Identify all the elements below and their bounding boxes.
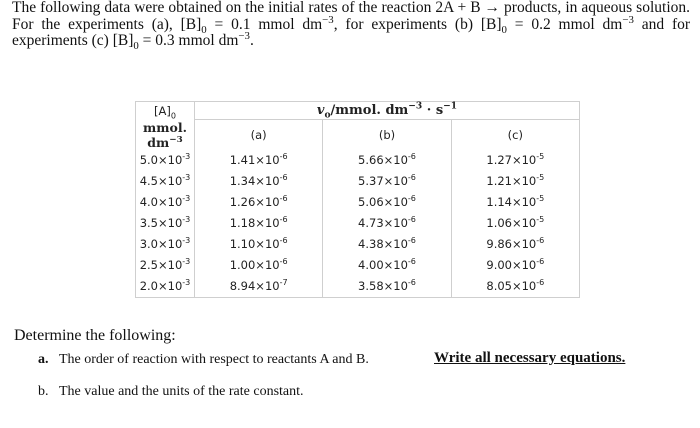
table-cell-b [323, 234, 451, 255]
a0-sub: 0 [170, 111, 176, 121]
cell-exponent: -3 [182, 194, 191, 204]
table-cell-b [323, 192, 451, 213]
cell-exponent: -6 [279, 257, 288, 267]
cell-mantissa: 4.73×10 [358, 216, 408, 230]
table-cell-a [195, 234, 323, 255]
table-row [136, 213, 580, 234]
intro-text-2: = 0.1 mmol dm [206, 15, 323, 33]
cell-exponent: -3 [182, 236, 191, 246]
table-cell-b [323, 213, 451, 234]
exponent: −3 [322, 13, 334, 26]
table-header-row [136, 102, 580, 120]
cell-mantissa: 5.66×10 [358, 153, 408, 167]
vo-sub: o [324, 109, 331, 121]
exponent: −3 [622, 13, 634, 26]
cell-exponent: -3 [182, 257, 191, 267]
cell-exponent: -3 [182, 173, 191, 183]
table-row [136, 234, 580, 255]
table-cell-a [195, 150, 323, 171]
question-title: Determine the following: [14, 327, 176, 344]
question-a-instruction: Write all necessary equations. [434, 350, 626, 366]
table-cell-a0 [136, 255, 195, 276]
vo-header [195, 102, 580, 120]
col-header-b: (b) [323, 120, 451, 150]
unit-exp: −3 [169, 134, 183, 145]
vo-dot-s: · s [422, 103, 444, 118]
cell-exponent: -6 [279, 194, 288, 204]
intro-text-6: = 0.3 mmol dm [138, 32, 239, 49]
cell-exponent: -6 [536, 278, 545, 288]
table-cell-a [195, 255, 323, 276]
cell-exponent: -6 [407, 173, 416, 183]
cell-exponent: -6 [536, 236, 545, 246]
table-cell-a0 [136, 171, 195, 192]
cell-exponent: -6 [407, 194, 416, 204]
intro-text-5: and for experiments (c) [B] [12, 15, 691, 49]
table-cell-c [451, 171, 579, 192]
question-b [38, 384, 304, 400]
intro-text-7: . [249, 32, 254, 49]
exponent: −3 [238, 29, 250, 42]
table-cell-a [195, 213, 323, 234]
table-row [136, 192, 580, 213]
cell-mantissa: 2.5×10 [139, 258, 183, 272]
table-row [136, 255, 580, 276]
cell-exponent: -5 [536, 152, 545, 162]
subscript-zero: 0 [501, 23, 507, 36]
table-cell-a0 [136, 213, 195, 234]
cell-mantissa: 3.58×10 [358, 279, 408, 293]
table-cell-a [195, 276, 323, 298]
cell-exponent: -3 [182, 278, 191, 288]
cell-exponent: -6 [407, 257, 416, 267]
cell-mantissa: 1.14×10 [486, 195, 537, 209]
intro-paragraph [12, 0, 691, 53]
table-cell-c [451, 276, 579, 298]
cell-exponent: -6 [407, 152, 416, 162]
table-cell-a0 [136, 234, 195, 255]
unit-header [136, 120, 195, 150]
cell-exponent: -6 [407, 236, 416, 246]
cell-mantissa: 1.26×10 [229, 195, 280, 209]
table-row [136, 171, 580, 192]
table-row [136, 276, 580, 298]
intro-text-1: The following data were obtained on the initial rates of the reaction 2A + B → products, in aqueous solution. For the experiments (a), [B] [12, 0, 690, 33]
cell-mantissa: 1.18×10 [229, 216, 280, 230]
cell-mantissa: 5.37×10 [358, 174, 408, 188]
rate-data-table [135, 101, 580, 298]
table-cell-a0 [136, 150, 195, 171]
cell-mantissa: 1.00×10 [229, 258, 280, 272]
cell-exponent: -6 [279, 236, 288, 246]
cell-mantissa: 4.00×10 [358, 258, 408, 272]
cell-mantissa: 1.21×10 [486, 174, 537, 188]
a0-label: [A] [154, 103, 171, 118]
cell-mantissa: 5.06×10 [358, 195, 408, 209]
table-cell-a [195, 192, 323, 213]
cell-exponent: -6 [407, 215, 416, 225]
cell-exponent: -5 [536, 194, 545, 204]
cell-mantissa: 1.06×10 [486, 216, 537, 230]
cell-mantissa: 9.00×10 [486, 258, 537, 272]
table-cell-a0 [136, 276, 195, 298]
cell-exponent: -5 [536, 173, 545, 183]
cell-exponent: -3 [182, 152, 191, 162]
table-cell-c [451, 192, 579, 213]
table-body [136, 150, 580, 298]
cell-mantissa: 4.5×10 [139, 174, 183, 188]
cell-exponent: -6 [407, 278, 416, 288]
question-b-text: The value and the units of the rate constant. [59, 384, 304, 399]
cell-mantissa: 4.38×10 [358, 237, 408, 251]
cell-exponent: -6 [536, 257, 545, 267]
intro-text-3: , for experiments (b) [B] [333, 15, 502, 33]
cell-mantissa: 8.05×10 [486, 279, 537, 293]
table-cell-c [451, 213, 579, 234]
cell-mantissa: 3.5×10 [139, 216, 183, 230]
cell-exponent: -6 [279, 152, 288, 162]
table-cell-c [451, 255, 579, 276]
vo-exp-2: −1 [443, 100, 458, 112]
vo-symbol: v [316, 103, 325, 118]
cell-mantissa: 3.0×10 [139, 237, 183, 251]
col-header-c: (c) [451, 120, 579, 150]
vo-exp-1: −3 [408, 100, 423, 112]
table-cell-b [323, 150, 451, 171]
cell-mantissa: 2.0×10 [139, 279, 183, 293]
cell-mantissa: 9.86×10 [486, 237, 537, 251]
col-header-a: (a) [195, 120, 323, 150]
cell-mantissa: 1.10×10 [229, 237, 280, 251]
table-cell-b [323, 276, 451, 298]
cell-exponent: -3 [182, 215, 191, 225]
table-cell-a [195, 171, 323, 192]
cell-exponent: -7 [279, 278, 288, 288]
vo-unit: /mmol. dm [330, 103, 409, 118]
table-cell-c [451, 150, 579, 171]
question-b-marker: b. [38, 384, 49, 399]
subscript-zero: 0 [201, 23, 207, 36]
a0-header [136, 102, 195, 120]
table-cell-c [451, 234, 579, 255]
cell-mantissa: 4.0×10 [139, 195, 183, 209]
cell-exponent: -5 [536, 215, 545, 225]
table-row [136, 150, 580, 171]
cell-mantissa: 8.94×10 [229, 279, 280, 293]
table-cell-b [323, 171, 451, 192]
subscript-zero: 0 [133, 40, 139, 53]
cell-mantissa: 1.27×10 [486, 153, 537, 167]
cell-mantissa: 5.0×10 [139, 153, 183, 167]
question-a-text: The order of reaction with respect to reactants A and B. [59, 352, 369, 367]
intro-text-4: = 0.2 mmol dm [506, 15, 623, 33]
question-a-marker: a. [38, 352, 49, 367]
cell-mantissa: 1.41×10 [229, 153, 280, 167]
unit-label: mmol. dm [143, 119, 187, 150]
question-a [38, 352, 369, 368]
cell-mantissa: 1.34×10 [229, 174, 280, 188]
cell-exponent: -6 [279, 215, 288, 225]
table-subheader-row [136, 120, 580, 150]
table-cell-b [323, 255, 451, 276]
cell-exponent: -6 [279, 173, 288, 183]
table-cell-a0 [136, 192, 195, 213]
